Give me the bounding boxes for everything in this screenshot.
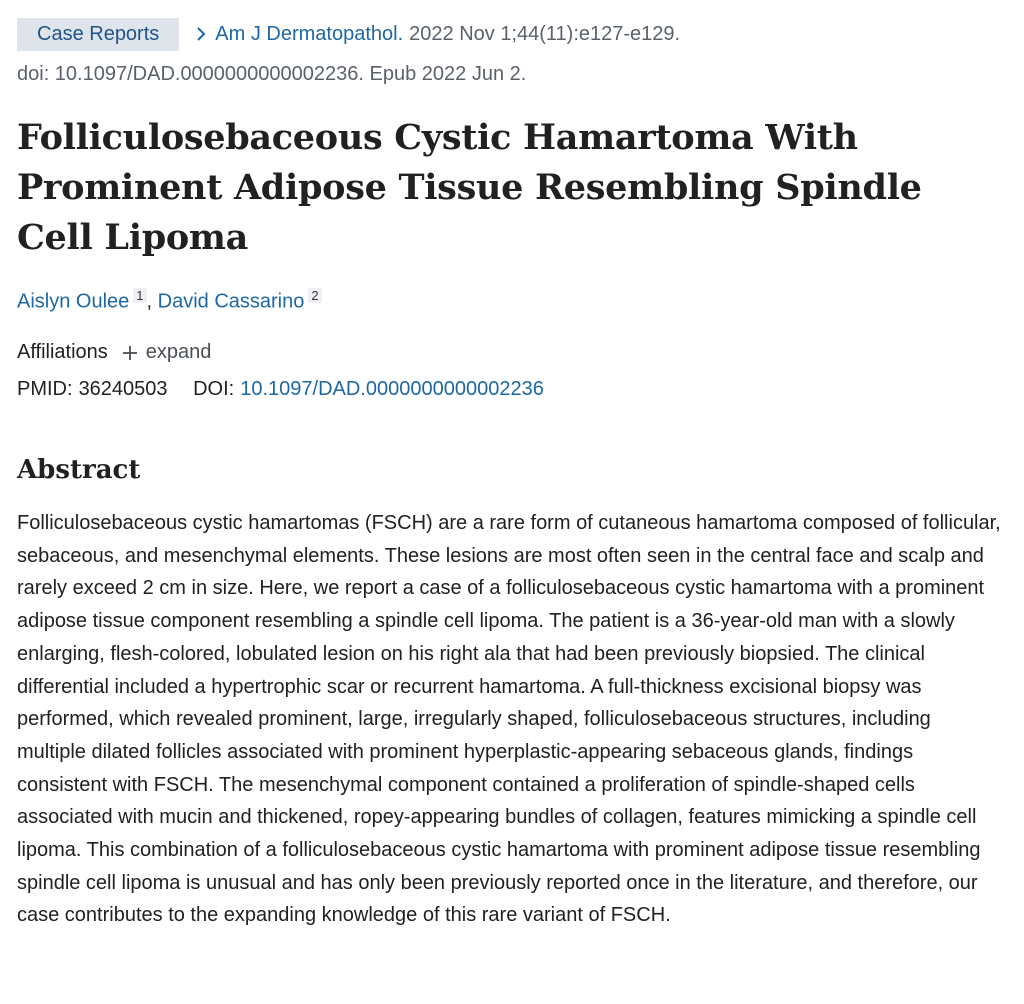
chevron-right-icon <box>195 24 207 44</box>
affiliations-row <box>17 341 211 364</box>
affiliation-ref-1[interactable]: 1 <box>133 288 146 303</box>
abstract-text: Folliculosebaceous cystic hamartomas (FSCH) are a rare form of cutaneous hamartoma composed of follicular, sebaceous, and mesenchymal elements. These lesions are most often seen in the central face and scalp and rarely exceed 2 cm in size. Here, we report a case of a folliculosebaceous cystic hamartoma with a prominent adipose tissue component resembling a spindle cell lipoma. The patient is a 36-year-old man with a slowly enlarging, flesh-colored, lobulated lesion on his right ala that had been previously biopsied. The clinical differential included a hypertrophic scar or recurrent hamartoma. A full-thickness excisional biopsy was performed, which revealed prominent, large, irregularly shaped, folliculosebaceous structures, including multiple dilated follicles associated with prominent hyperplastic-appearing sebaceous glands, findings consistent with FSCH. The mesenchymal component contained a proliferation of spindle-shaped cells associated with mucin and thickened, ropey-appearing bundles of collagen, features mimicking a spindle cell lipoma. This combination of a folliculosebaceous cystic hamartoma with prominent adipose tissue resembling spindle cell lipoma is unusual and has only been previously reported once in the literature, and therefore, our case contributes to the expanding knowledge of this rare variant of FSCH. <box>17 512 1001 927</box>
abstract-heading: Abstract <box>17 455 141 485</box>
citation-line <box>17 17 680 51</box>
pmid-value: 36240503 <box>78 378 168 400</box>
pmid-label: PMID: <box>17 378 73 400</box>
doi-label: DOI: <box>193 378 235 400</box>
affiliations-expand-button[interactable] <box>122 341 212 364</box>
journal-link[interactable]: Am J Dermatopathol. <box>215 22 404 45</box>
identifiers-row <box>17 378 544 401</box>
plus-icon <box>122 345 138 361</box>
author-link-2[interactable]: David Cassarino <box>157 290 305 313</box>
author-separator: , <box>146 290 153 313</box>
article-title: Folliculosebaceous Cystic Hamartoma With Prominent Adipose Tissue Resembling Spindle Cell Lipoma <box>17 117 922 258</box>
affiliations-label: Affiliations <box>17 341 108 363</box>
author-list <box>17 289 322 314</box>
expand-label: expand <box>145 341 212 363</box>
affiliation-ref-2[interactable]: 2 <box>308 288 321 303</box>
doi-epub-line: doi: 10.1097/DAD.0000000000002236. Epub 2022 Jun 2. <box>17 63 527 85</box>
doi-link[interactable]: 10.1097/DAD.0000000000002236 <box>240 378 544 400</box>
citation-details: 2022 Nov 1;44(11):e127-e129. <box>409 22 681 45</box>
publication-type-badge[interactable]: Case Reports <box>17 18 179 51</box>
author-link-1[interactable]: Aislyn Oulee <box>17 290 130 313</box>
